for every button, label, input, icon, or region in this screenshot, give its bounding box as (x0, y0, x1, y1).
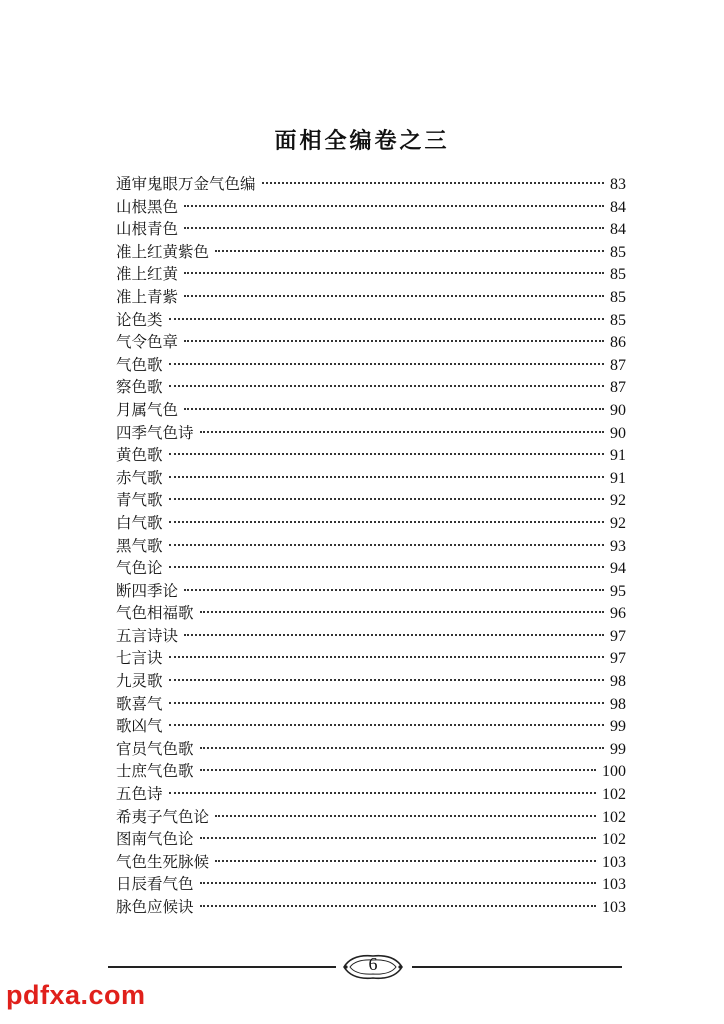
toc-entry-page: 83 (610, 176, 626, 193)
toc-entry-page: 92 (610, 514, 626, 532)
toc-leader-dots (169, 363, 604, 365)
toc-leader-dots (184, 340, 604, 342)
toc-entry (116, 783, 626, 806)
toc-entry-page: 102 (602, 786, 626, 804)
toc-leader-dots (215, 860, 596, 862)
toc-entry (116, 580, 626, 603)
toc-entry-title: 希夷子气色论 (116, 807, 210, 826)
toc-entry (116, 467, 626, 490)
toc-entry-title: 白气歌 (116, 513, 163, 532)
toc-entry (116, 535, 626, 558)
footer-rule-left (108, 966, 336, 968)
toc-entry-page: 98 (610, 673, 626, 691)
toc-entry-page: 85 (610, 288, 626, 306)
toc-entry-page: 90 (610, 401, 626, 419)
page-footer (0, 952, 724, 982)
toc-leader-dots (200, 611, 604, 613)
toc-entry-title: 准上红黄 (116, 265, 179, 284)
toc-entry-page: 91 (610, 469, 626, 487)
toc-leader-dots (262, 182, 604, 184)
toc-entry-title: 气色相福歌 (116, 604, 194, 623)
toc-entry-title: 通审鬼眼万金气色编 (116, 175, 256, 193)
toc-entry (116, 489, 626, 512)
toc-leader-dots (169, 724, 604, 726)
toc-leader-dots (169, 318, 604, 320)
toc-leader-dots (184, 272, 604, 274)
toc-entry-page: 103 (602, 876, 626, 894)
toc-entry-page: 97 (610, 627, 626, 645)
toc-entry-title: 九灵歌 (116, 672, 163, 691)
toc-entry-title: 黄色歌 (116, 446, 163, 465)
toc-leader-dots (200, 747, 604, 749)
toc-leader-dots (200, 837, 596, 839)
toc-entry (116, 715, 626, 738)
toc-entry-title: 气色歌 (116, 355, 163, 374)
toc-entry-page: 94 (610, 560, 626, 578)
toc-entry (116, 263, 626, 286)
toc-entry-page: 95 (610, 582, 626, 600)
toc-entry-page: 87 (610, 379, 626, 397)
toc-entry-title: 断四季论 (116, 581, 179, 600)
toc-entry (116, 625, 626, 648)
toc-entry (116, 173, 626, 196)
toc-entry-page: 98 (610, 695, 626, 713)
toc-entry-title: 脉色应候诀 (116, 898, 194, 916)
toc-entry-title: 论色类 (116, 310, 163, 329)
toc-leader-dots (184, 408, 604, 410)
toc-entry-page: 85 (610, 311, 626, 329)
toc-entry-title: 歌凶气 (116, 717, 163, 736)
toc-entry-title: 图南气色论 (116, 830, 194, 849)
page-number: 6 (368, 954, 378, 974)
toc-entry (116, 196, 626, 219)
toc-entry-page: 97 (610, 650, 626, 668)
toc-entry (116, 422, 626, 445)
toc-entry-title: 四季气色诗 (116, 423, 194, 442)
toc-entry (116, 512, 626, 535)
toc-entry-title: 五言诗诀 (116, 626, 179, 645)
toc-leader-dots (200, 769, 596, 771)
toc-entry (116, 241, 626, 264)
toc-entry-title: 士庶气色歌 (116, 762, 194, 781)
toc-leader-dots (184, 295, 604, 297)
toc-entry (116, 896, 626, 919)
toc-leader-dots (169, 498, 604, 500)
toc-entry-page: 85 (610, 266, 626, 284)
toc-entry-title: 日辰看气色 (116, 875, 194, 894)
toc-leader-dots (169, 476, 604, 478)
toc-leader-dots (169, 453, 604, 455)
toc-entry-page: 85 (610, 243, 626, 261)
toc-leader-dots (184, 634, 604, 636)
toc-entry-page: 87 (610, 356, 626, 374)
toc-entry-page: 100 (602, 763, 626, 781)
toc-entry-page: 86 (610, 334, 626, 352)
toc-entry (116, 806, 626, 829)
toc-entry-page: 92 (610, 492, 626, 510)
toc-leader-dots (169, 544, 604, 546)
toc-leader-dots (169, 521, 604, 523)
toc-entry-page: 103 (602, 853, 626, 871)
toc-entry (116, 399, 626, 422)
toc-entry (116, 602, 626, 625)
toc-entry-page: 102 (602, 831, 626, 849)
toc-entry-page: 99 (610, 718, 626, 736)
table-of-contents (116, 173, 626, 919)
toc-entry-page: 90 (610, 424, 626, 442)
toc-entry (116, 444, 626, 467)
toc-entry (116, 286, 626, 309)
toc-entry (116, 828, 626, 851)
toc-leader-dots (215, 250, 604, 252)
page-title: 面相全编卷之三 (274, 128, 450, 154)
toc-entry-page: 84 (610, 221, 626, 239)
toc-entry (116, 670, 626, 693)
toc-entry-page: 96 (610, 605, 626, 623)
toc-leader-dots (200, 905, 596, 907)
toc-leader-dots (169, 679, 604, 681)
toc-entry-title: 黑气歌 (116, 536, 163, 555)
toc-entry (116, 647, 626, 670)
toc-entry-page: 84 (610, 198, 626, 216)
toc-entry-title: 气令色章 (116, 333, 179, 352)
toc-leader-dots (215, 815, 596, 817)
toc-leader-dots (169, 385, 604, 387)
toc-entry (116, 693, 626, 716)
toc-entry-title: 歌喜气 (116, 694, 163, 713)
toc-entry-title: 山根青色 (116, 220, 179, 239)
toc-entry (116, 738, 626, 761)
toc-entry-title: 七言诀 (116, 649, 163, 668)
toc-entry-title: 官员气色歌 (116, 739, 194, 758)
toc-leader-dots (184, 589, 604, 591)
toc-entry (116, 331, 626, 354)
toc-leader-dots (200, 431, 604, 433)
toc-leader-dots (169, 792, 596, 794)
toc-entry (116, 873, 626, 896)
toc-entry-title: 察色歌 (116, 378, 163, 397)
toc-entry-title: 气色论 (116, 559, 163, 578)
toc-entry (116, 354, 626, 377)
toc-entry-title: 赤气歌 (116, 468, 163, 487)
toc-entry-page: 93 (610, 537, 626, 555)
toc-leader-dots (169, 702, 604, 704)
toc-entry-page: 91 (610, 447, 626, 465)
toc-entry (116, 218, 626, 241)
toc-entry (116, 851, 626, 874)
toc-entry-title: 准上红黄紫色 (116, 242, 210, 261)
toc-leader-dots (184, 205, 604, 207)
toc-entry-title: 准上青紫 (116, 287, 179, 306)
toc-entry-title: 气色生死脉候 (116, 852, 210, 871)
toc-leader-dots (200, 882, 596, 884)
watermark: pdfxa.com (6, 980, 146, 1010)
toc-entry (116, 309, 626, 332)
toc-entry-title: 山根黑色 (116, 197, 179, 216)
toc-leader-dots (169, 656, 604, 658)
toc-entry (116, 557, 626, 580)
toc-leader-dots (169, 566, 604, 568)
toc-entry-title: 五色诗 (116, 785, 163, 804)
toc-entry-page: 99 (610, 740, 626, 758)
toc-entry-page: 102 (602, 808, 626, 826)
toc-entry (116, 760, 626, 783)
toc-leader-dots (184, 227, 604, 229)
footer-rule-right (412, 966, 622, 968)
toc-entry-title: 青气歌 (116, 491, 163, 510)
toc-entry-page: 103 (602, 899, 626, 916)
toc-entry-title: 月属气色 (116, 400, 179, 419)
toc-entry (116, 376, 626, 399)
